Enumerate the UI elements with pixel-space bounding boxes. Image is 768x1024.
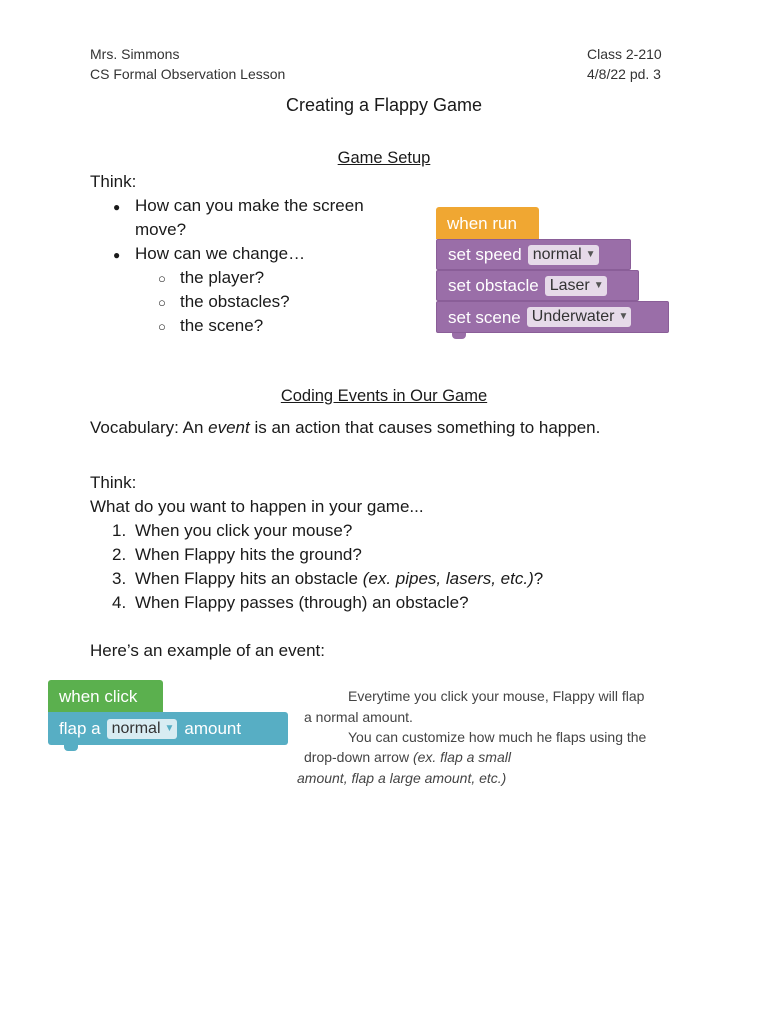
when-click-label: when click [59,686,138,706]
flap-block [48,712,288,745]
list-number: 3. [112,569,127,588]
speed-value: normal [532,245,582,263]
list-number: 2. [112,545,127,564]
list-item [112,569,126,589]
sub-bullet-glyph: ○ [158,271,166,286]
setup-bullet-1-cont: move? [135,220,187,239]
setup-heading: Game Setup [337,149,431,167]
dropdown-arrow-icon: ▼ [585,248,596,260]
bullet-glyph: ● [113,248,121,262]
item-3-example: (ex. pipes, lasers, etc.) [362,569,534,588]
bullet-glyph: ● [113,200,121,214]
block-connector-tab [452,333,466,339]
vocab-term: event [208,418,250,437]
setup-think: Think: [90,172,137,191]
explanation-line-4-example: (ex. flap a small [412,749,511,765]
explanation-line-5: amount, flap a large amount, etc.) [297,770,507,786]
explanation-line-3: You can customize how much he flaps using the [348,729,647,745]
flap-dropdown [107,719,178,739]
explanation-line-4-text: drop-down arrow [304,749,413,765]
set-scene-label: set scene [448,307,521,327]
lesson-name: CS Formal Observation Lesson [90,66,286,82]
vocab-suffix: is an action that causes something to happen. [249,418,601,437]
setup-sub-2: the obstacles? [180,292,290,311]
setup-bullet-1: How can you make the screen [135,196,364,215]
flap-tail: amount [184,719,242,738]
when-click-block [48,680,163,712]
item-3-text: When Flappy hits an obstacle [135,569,363,588]
list-item [112,593,126,613]
speed-dropdown [528,245,599,265]
list-item [112,521,126,541]
scene-value: Underwater [531,308,615,325]
events-question: What do you want to happen in your game... [90,497,424,516]
set-speed-label: set speed [448,245,522,264]
example-intro: Here’s an example of an event: [90,641,325,660]
setup-bullet-2: How can we change… [135,244,306,263]
list-item-text: When you click your mouse? [135,521,353,540]
class-name: Class 2-210 [587,46,662,62]
list-number: 4. [112,593,127,612]
dropdown-arrow-icon: ▼ [618,311,629,322]
sub-bullet-glyph: ○ [158,319,166,334]
list-item [112,545,126,565]
set-speed-block [436,239,631,270]
when-run-label: when run [447,213,517,233]
list-item-text [135,569,543,589]
dropdown-arrow-icon: ▼ [593,279,604,291]
explanation-line-4 [304,749,511,765]
set-obstacle-block [436,270,639,301]
block-connector-tab [64,745,78,751]
list-item-text: When Flappy hits the ground? [135,545,362,564]
sub-bullet-glyph: ○ [158,295,166,310]
flap-value: normal [111,719,161,737]
page-title: Creating a Flappy Game [285,95,483,115]
events-think: Think: [90,473,137,492]
explanation-line-2: a normal amount. [304,709,413,725]
list-number: 1. [112,521,127,540]
set-scene-block [436,301,669,333]
flap-label: flap a [59,719,101,738]
obstacle-value: Laser [549,276,590,294]
vocabulary-line [90,418,600,438]
teacher-name: Mrs. Simmons [90,46,180,62]
setup-sub-1: the player? [180,268,265,287]
item-3-tail: ? [533,569,544,588]
set-obstacle-label: set obstacle [448,276,539,295]
lesson-date: 4/8/22 pd. 3 [587,66,661,82]
list-item-text: When Flappy passes (through) an obstacle? [135,593,469,612]
vocab-prefix: Vocabulary: An [90,418,209,437]
when-run-block [436,207,539,239]
setup-sub-3: the scene? [180,316,264,335]
explanation-line-1: Everytime you click your mouse, Flappy will flap [348,688,645,704]
events-heading: Coding Events in Our Game [280,387,488,405]
obstacle-dropdown [545,276,607,296]
scene-dropdown [527,307,632,327]
dropdown-arrow-icon: ▼ [164,722,175,734]
